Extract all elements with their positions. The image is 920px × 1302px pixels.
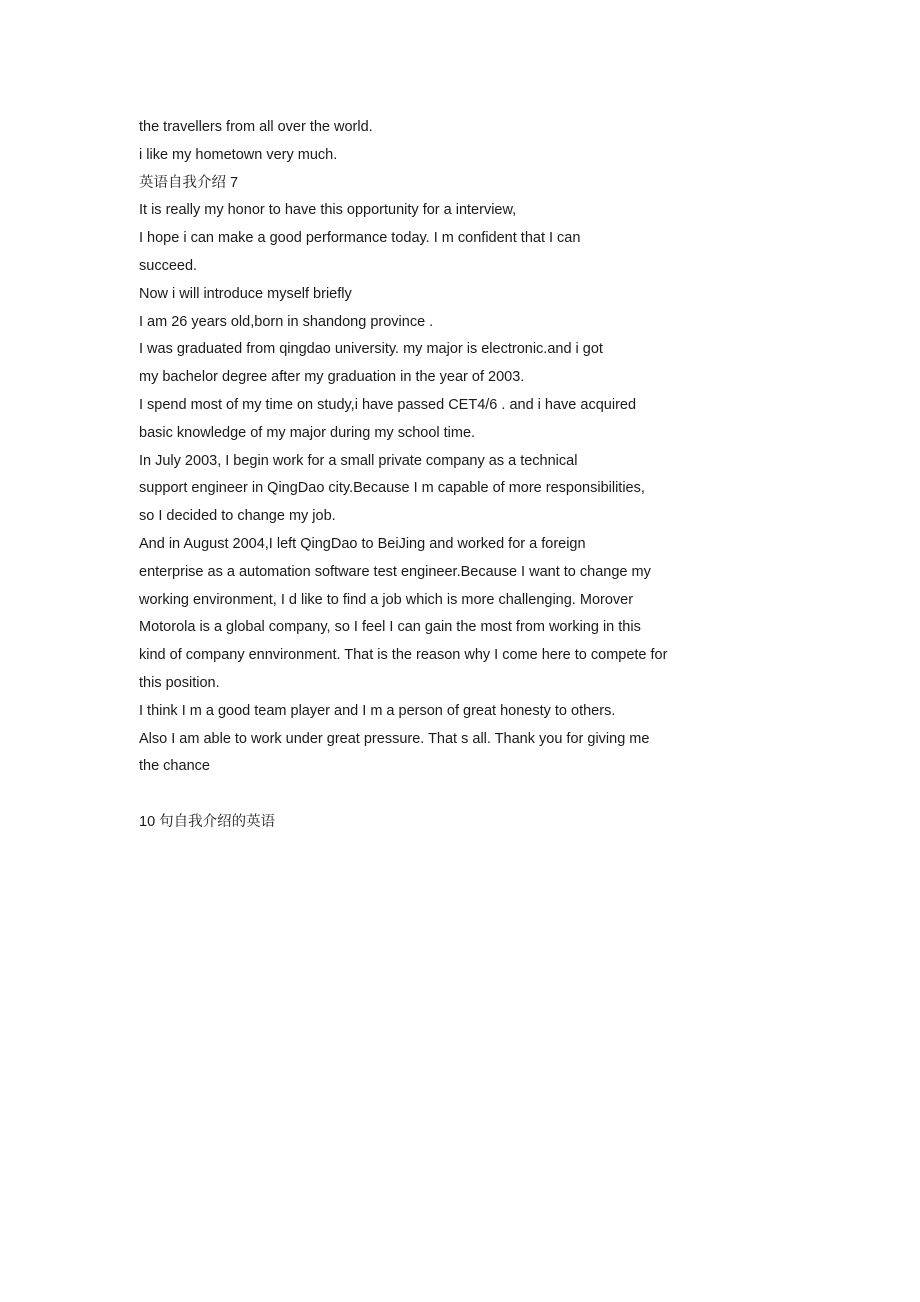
text-line: the chance	[139, 758, 210, 775]
text-line: basic knowledge of my major during my school time.	[139, 424, 476, 441]
text-line: i like my hometown very much.	[139, 146, 338, 163]
document-body	[139, 114, 759, 837]
text-line: enterprise as a automation software test engineer.Because I want to change my	[139, 563, 651, 580]
text-line: I think I m a good team player and I m a person of great honesty to others.	[139, 702, 616, 719]
section-heading-10: 10 句自我介绍的英语	[139, 814, 276, 831]
text-line: succeed.	[139, 257, 198, 274]
text-line: Also I am able to work under great pressure. That s all. Thank you for giving me	[139, 730, 650, 747]
text-line: support engineer in QingDao city.Because I m capable of more responsibilities,	[139, 480, 645, 497]
text-line: Now i will introduce myself briefly	[139, 285, 352, 302]
text-line: I am 26 years old,born in shandong province .	[139, 313, 434, 330]
text-line: I hope i can make a good performance today. I m confident that I can	[139, 230, 581, 247]
text-line: my bachelor degree after my graduation in the year of 2003.	[139, 369, 525, 386]
text-line: It is really my honor to have this opportunity for a interview,	[139, 202, 517, 219]
text-line: Motorola is a global company, so I feel I can gain the most from working in this	[139, 619, 641, 636]
text-line: I spend most of my time on study,i have passed CET4/6 . and i have acquired	[139, 396, 637, 413]
text-line: And in August 2004,I left QingDao to BeiJing and worked for a foreign	[139, 535, 586, 552]
text-line: kind of company ennvironment. That is the reason why I come here to compete for	[139, 647, 668, 664]
text-line: I was graduated from qingdao university. my major is electronic.and i got	[139, 341, 603, 358]
paragraph-gap	[139, 781, 759, 809]
text-line: In July 2003, I begin work for a small private company as a technical	[139, 452, 578, 469]
text-line: the travellers from all over the world.	[139, 119, 373, 135]
section-heading-7: 英语自我介绍 7	[139, 174, 239, 191]
text-line: so I decided to change my job.	[139, 508, 336, 525]
text-line: this position.	[139, 674, 220, 691]
text-line: working environment, I d like to find a job which is more challenging. Morover	[139, 591, 634, 608]
